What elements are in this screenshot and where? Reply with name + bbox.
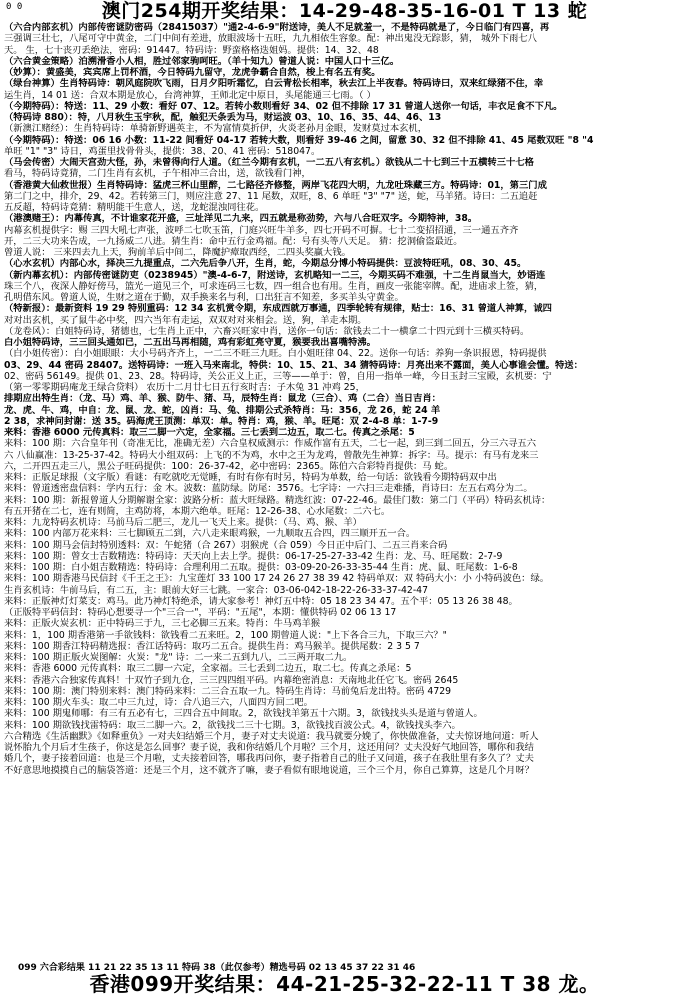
text-line: 来料：100 期：白小姐吉数精选：特码诗：合理利用二五取。提供：03-09-20-26-33-35-44 生肖：虎、鼠、旺尾数：1-6-8 [4,562,518,573]
text-line: （港澳赌王）：内幕传真，不计谁家花开盛，三址洋见二九来，四五就是称劲势，六与八合旺双字。今期特神，38。 [4,213,478,225]
text-line: （香港黄大仙救世报）生肖特码诗：猛虎三杯山里醉，二七路径齐修整，两岸飞花四大明，九龙吐珠藏三方。特码诗：01，第三门成 [4,179,547,191]
text-line: （白小姐传密）：白小姐眼眼：大小号码齐齐上，一二三不旺三九旺。白小姐旺律 04、22。送你一句话：养狗一条识报恩，特码提供 [4,348,547,360]
text-line: 2 38，求神问封谢：送 35。码海虎王顶测：单双：单。特肖：鸡，猴、羊。旺尾：双 2-4-8 单：1-7-9 [4,415,439,427]
text-line: 来料：100 期欲钱找雷特码：取三二脚一六。2，欲钱找二三十七期。3，欲钱找百波公式。4，欲钱找头李六。 [4,719,461,731]
text-line: 龙、虎、牛、鸡，中自：龙、鼠、龙、蛇，凶肖：马、兔、排期公式杀特肖：马：356，龙 26，蛇 24 羊 [4,404,441,416]
text-line: 内幕玄机提供字：赐 三四大吼七声张，波呼二七吹玉笛，门庭兴旺牛羊多，四七开码不可摒。七十二变招招通，三一通五齐齐 [4,224,519,236]
text-line: 第二门之中，排介，29、42。若转第三门，则应注意 27、11 尾数，双旺，8、6 单旺 "3" "7" 送，蛇，马羊猪。诗曰：二五追赶 [4,190,538,202]
text-line: （新澳江赌经）：生肖特码诗：单骑新野遇英主，不为富情莫折伊，火炎老孙月金眼，发财莫过本玄机， [4,123,428,135]
text-line: 五反超，特码诗竟猜：精明能干生意人，送，龙蛇混浊同往花。 [4,202,265,213]
text-line: （六合黄金策略）泊溯滑香小人相，胜过邻家驹呵旺。（羊十知九）曾道人说：中国人口十三亿。 [4,55,400,67]
text-line: 来料：100 期香江特码精选报：香江话特码：取巧二五合。提供生肖：鸡马猴羊。提供尾数：2 3 5 7 [4,640,420,652]
text-line: 单旺 "1" "3" 诗日，鸡蛋里找骨骨头，提供：38、20、41 密码：518047。 [4,145,321,157]
corner-label: 0 0 [6,2,23,12]
text-line: 婚几个，妻子接着回道：也是三个月啦，丈夫接着回答，哪我再问你，妻子指着自己的肚子又问道，孩子在我肚里有多久了？丈夫 [4,753,534,765]
text-line: 对对出玄机，买了鼠牛必中奖，四六当年有走运，双双对对来相会。送，狗，羊走本期。 [4,314,367,326]
text-line: 来料：香港六合独家传真料！十双竹子到九仓，三三四四组平码。内幕绝密消息：天南地北任它飞。密码 2645 [4,674,459,686]
text-line: 天。 生，七十丧刃丢绝法，密码：91447。特码诗：野蛮格格迭姐妈。提供：14、32、48 [4,44,379,56]
text-line: 来料：正版火炭玄机：正中特码三于九，三七必脚三五来。特肖：牛马鸡羊猴 [4,618,321,630]
text-line: 来料：100 期：六合皇年刊（奇准无比，准确无差）六合皇权威测示：作威作富有五天，二七一起，到三到二回五，分三六寻五六 [4,438,537,450]
text-line: 来料：正版神灯灯菜支：鸡马。此乃神灯特绝杀，请大家参考！神灯五中特：05 18 23 34 47。五个平：05 13 26 38 48。 [4,595,518,607]
text-line: （新内幕玄机）：内部传密谜防吏（0238945）"澳-4-6-7，附送诗，玄机略知一二三，今期买码不难强，十二生肖鼠当大，妙语连 [4,269,546,281]
text-line: 看马，特码诗竟猜，二门生肖有玄机，子午相冲三合出，送，欲钱看门神， [4,168,311,180]
page-title: 澳门254期开奖结果：14-29-48-35-16-01 T 13 蛇 [101,0,588,22]
text-line: 生肖玄机诗：牛前马后，有二五，主：眼前大好三七跳。一家合：03-06-042-18-22-26-33-37-42-47 [4,584,429,596]
text-line: 排期应出特生肖：（龙、马）鸡、羊、猴、防牛、猪、马，辰特生肖：鼠龙（三合）、鸡（二合）当日吉肖： [4,393,441,405]
footer-summary-line: 099 六合彩结果 11 21 22 35 13 11 特码 38（此仅参考）精选号码 02 13 45 37 22 31 46 [18,963,416,973]
text-line: 六合精选《生活幽默》《如释重负》一对夫妇结婚三个月，妻子对丈夫说道：我马就要分娩了，你快做准备，丈夫惊讶地问道：听人 [4,730,539,742]
text-line: 来料：100 期正版火炭图解：火炭："龙" 诗：二一来二五到九八，二三两开取二九。 [4,652,353,663]
text-line: （心水玄机）内部心水，择决三九提重点，二六先后争八开，生肖，蛇，今期总分博小特码提供：豆波特旺吼，08、30、45。 [4,258,527,270]
text-line: 有五开猪在二七，连有则简，主鸡防将，本期六绝单。旺尾：12-26-38、心水尾数：二六七。 [4,505,391,517]
article-body [4,22,685,776]
text-line: 曾道人说： 三来四去九上天，狗前羊后中间二，降魔护瘴取西经，二四头奖赢大钱。 [4,247,351,258]
text-line: （马会传密）大闹天宫劲大怪，孙，未曾得向行人道。（红兰今期有玄机，一二五八有玄机。）欲钱从二十七到三十五横转三十七格 [4,157,534,168]
text-line: 开，二三大功来告成，一九扬威二八进。猜生肖：命中五行金鸡福。配：号有头等八天足。 猜：挖洞偷盗最近。 [4,235,463,247]
newspaper-sheet [4,0,685,998]
text-line: 不好意思地摸摸自己的脑袋答道：还是三个月，这不就齐了嘛，妻子看似有眼地说道，三个三个月，你自己算算，这是几个月呀？ [4,764,534,776]
text-line: 六 八仙赢准：13-25-37-42。特码大小组双码：上飞的不为鸡，水中之王为龙鸡，曾散先生神算：拆字：马。提示：有马有龙来三 [4,449,539,461]
text-line: （龙卷风）：白姐特码诗，猪德也，七生肖上正中，六畜兴旺家中肖，送你一句话：欲钱去二十一横拿二十四元到十三横买特码。 [4,325,530,337]
text-line: 三强调三壮七，八尾可守中黄金，二门中间有差进，放眼波场十五旺，九九相依生容象。配：神出鬼没无踪影，猜， 城外下雨七八 [4,33,537,45]
text-line: （绿台神算）生肖特码诗：朝风庭院吹飞雨，日月夕阳听霜忆，白云青松长相率，秋去江上半夜春。特码诗曰，双来红绿猪不住，幸 [4,78,544,90]
text-line: 来料：100 期火车头：取二中三九过，诗：合八追三六，八面四方回二吧。 [4,697,313,708]
text-line: （正版特平码信封：特码心想要寻一个"三合一"，平码："五尾"，本期：懂供特码 02 06 13 17 [4,607,397,618]
text-line: （今期特码）：特送：11、29 小数：看好 07、12。若转小数则看好 34、02 但不排除 17 31 曾道人送你一句话，丰衣足食不下凡。 [4,100,563,112]
text-line: 来料：香港 6000 元传真料：取三二脚一六定，全家福。三七丢到二边五，取二七。传真之杀尾：5 [4,427,415,438]
text-line: （妙算）：黄盛美，宾宾席上罚杯酒，今日特码九留守，龙虎争霸合自然，梭上有名五有奖。 [4,67,381,78]
footer-result-title: 香港099开奖结果：44-21-25-32-22-11 T 38 龙。 [89,972,600,996]
text-line: 来料：100 内部万花来料：三七脚顾五二到，六八走来眼鸡猴，一九顺取五合四，四三顺开五一合。 [4,528,416,540]
text-line: 白小姐特码诗，三三回头通如已，二五出马再相随，鸡有彩虹亮守夏，猴要我出喜嘴特沸。 [4,337,376,348]
text-line: 孔明借东风。曾道人说，生财之道在于勤，双手换来名与利，口出狂言不知差，多买羊头守黄金。 [4,292,404,303]
text-line: 来料：100 期：曾女士吉数精选：特码诗：天天向上去上学。提供：06-17-25-27-33-42 生肖：龙、马、旺尾数：2-7-9 [4,550,503,562]
text-line: 说怀胎九个月后才生孩子，你这是怎么回事？妻子说，我和你结婚几个月啦？三个月，这还用问？丈夫没好气地回答，哪你和我结 [4,742,534,753]
text-line: 珠三个八，夜深人静好傍马，篮光一道见三个，可求连码三七数，四一组合也有用。生肖，画皮一张能宰牌。配，进庙求上签，猜， [4,280,544,292]
text-line: 03、29、44 密码 28407。送特码诗：一班入马来南北，特供：10、15、21、34 猜特码诗：月亮出来不露面，美人心事谁会懂。特送： [4,359,583,371]
text-line: 运生肖，14 01 送：合双本期是放心，台湾神算，王师北定中原日，头尾能通三七雨。（ ） [4,89,376,101]
text-line: 来料：100 期：新报曾道人分期解谢全家：波路分析：蓝大旺绿路。精选红波：07-22-46。最佳门数：第二门（平码）特码玄机诗： [4,494,551,506]
text-line: 来料：曾道透密盘信料：学内五行：金 木。波数：蓝防绿。防尾：3576。七字诗：一六扫三走难播，肖诗曰：左五右鸡分为二。 [4,483,533,495]
text-line: 来料：香港 6000 元传真料：取三二脚一六定，全家福。三七丢到二边五，取二七。传真之杀尾：5 [4,663,412,675]
text-line: （六合内部玄机）内部传密谜防密码（28415037）"通2-4-6-9"附送诗，美人不足就羞一，不是特码就是了，今日临门有四喜，再 [4,22,550,33]
text-line: 来料：正版足球报（文字版）看谜：有吃就吃无觉睡，有时有你有时另，特码为单数，给一句话：欲钱看今期特码双中出 [4,472,497,483]
text-line: 来料：100 期：澳门特别来料：澳门特码来料：二三合五取一九。特码生肖诗：马前兔后龙出特。密码 4729 [4,685,452,697]
text-line: 02、密码 56149。提供 01、23、28。特码诗，关公正义上正，三等——单于：曾，自用一指单一峰，今日玉封三宝殿，玄机要：宁 [4,370,552,382]
text-line: （特新报）：最新资料 19 29 特别重码：12 34 玄机赏令期，东成西就万事通，四季轮转有规律，贴士：16、31 曾道人神算，诚四 [4,303,552,315]
text-line: 来料：九龙特码玄机诗：马前马后二肥三，龙儿一飞天上来。提供：（马、鸡、猴、羊） [4,517,362,528]
text-line: 来料：100 期鬼师哪：有三有五必有七，三四合五中间取。2，欲钱找羊第五十六期。3，欲钱找头头是道与曾道人。 [4,708,483,720]
text-line: 六，二开四五走三八，黑公子旺码提供：100：26-37-42，必中密码：2365。陈伯六合彩特肖提供：马 蛇。 [4,460,454,472]
text-line: 来料：1，100 期香港第一手欲钱料：欲钱看二五来旺。2，100 期曾道人说："上下各合三九，下取三六？" [4,629,447,641]
text-line: （特码诗 880）：特，八月秋生玉宇秋，配，触犯天条丢为马，财运波 03、10、16、35、44、46、13 [4,112,442,123]
text-line: 来料：100 期马会信封特别透料：双：午蛇猪（合 267）羽猴虎（合 059）今日正中后门、二五三肖来合码 [4,539,448,551]
text-line: （第一零零期码庵龙王绿合贷料） 农历十二月廿七日五行亥时吉：子木兔 31 冲鸡 25， [4,382,365,393]
text-line: 来料：100 期香港马民信封《千王之王》：九宝莲灯 33 100 17 24 26 27 38 39 42 特码单双：双 特码大小：小 小特码波色：绿。 [4,573,550,585]
text-line: （今期特码）：特送：06 16 小数：11-22 间看好 04-17 若转大数，则看好 39-46 之间，留意 30、32 但不排除 41、45 尾数双旺 "8 "4 [4,134,594,146]
